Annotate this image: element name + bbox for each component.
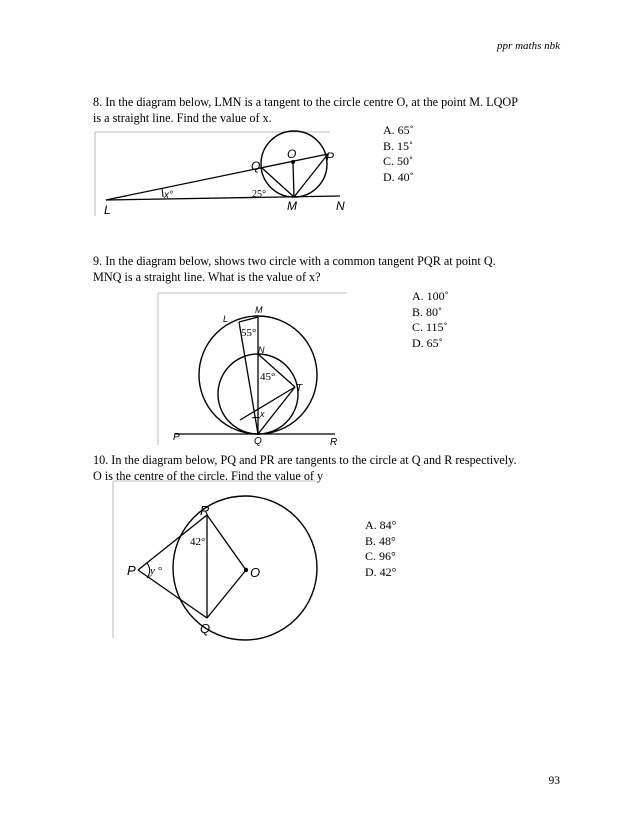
- label-m: M: [255, 305, 263, 315]
- option-c: C. 50˚: [383, 154, 413, 168]
- option-b: B. 80˚: [412, 304, 442, 319]
- option-c: C. 115˚: [412, 320, 448, 334]
- label-l: L: [104, 203, 111, 217]
- label-45: 45°: [260, 371, 276, 383]
- tangent-lmn: [106, 196, 340, 200]
- label-p: P: [127, 563, 136, 578]
- label-m: M: [287, 199, 297, 213]
- label-x: x: [260, 409, 265, 419]
- question-10-diagram: [110, 478, 350, 643]
- label-42: 42°: [190, 536, 206, 548]
- label-n: N: [336, 199, 345, 213]
- question-8-line-2: is a straight line. Find the value of x.: [93, 111, 272, 125]
- option-d: D. 65˚: [412, 335, 443, 350]
- label-25: 25°: [252, 189, 266, 200]
- label-n: N: [258, 345, 265, 355]
- label-r: R: [200, 503, 210, 518]
- question-9-text: [93, 253, 553, 285]
- question-8-text: [93, 94, 553, 126]
- question-9-line-1: 9. In the diagram below, shows two circle with a common tangent PQR at point Q.: [93, 254, 496, 268]
- option-b: B. 15˚: [383, 138, 413, 153]
- label-q: Q: [200, 621, 211, 636]
- question-9-options: [412, 289, 449, 351]
- question-8-options: [383, 123, 414, 185]
- option-d: D. 40˚: [383, 169, 414, 184]
- question-10-line-2: O is the centre of the circle. Find the value of y: [93, 469, 324, 483]
- question-10-options: [365, 518, 396, 580]
- option-a: A. 84°: [365, 518, 397, 532]
- option-d: D. 42°: [365, 564, 397, 579]
- question-9-diagram: [155, 290, 355, 450]
- label-q: Q: [251, 159, 261, 173]
- option-a: A. 100˚: [412, 289, 449, 303]
- label-y: y °: [150, 565, 163, 577]
- question-9-line-2: MNQ is a straight line. What is the value of x?: [93, 270, 321, 284]
- option-b: B. 48°: [365, 533, 396, 548]
- label-t: T: [296, 383, 303, 394]
- label-l: L: [223, 314, 229, 324]
- question-8-line-1: 8. In the diagram below, LMN is a tangent to the circle centre O, at the point M. LQOP: [93, 95, 518, 109]
- page-header: ppr maths nbk: [497, 40, 560, 52]
- label-r: R: [330, 437, 338, 448]
- label-o: O: [287, 147, 297, 161]
- label-55: 55°: [241, 327, 257, 339]
- option-c: C. 96°: [365, 549, 396, 563]
- page-number: 93: [548, 775, 560, 787]
- question-8-diagram: [90, 128, 370, 220]
- label-p: P: [326, 150, 335, 164]
- tangent-pq: [138, 570, 207, 618]
- label-x: x°: [164, 190, 173, 201]
- option-a: A. 65˚: [383, 123, 414, 137]
- label-q: Q: [254, 436, 262, 447]
- question-10-line-1: 10. In the diagram below, PQ and PR are tangents to the circle at Q and R respectively.: [93, 453, 517, 467]
- label-p: P: [173, 432, 180, 443]
- label-o: O: [250, 565, 261, 580]
